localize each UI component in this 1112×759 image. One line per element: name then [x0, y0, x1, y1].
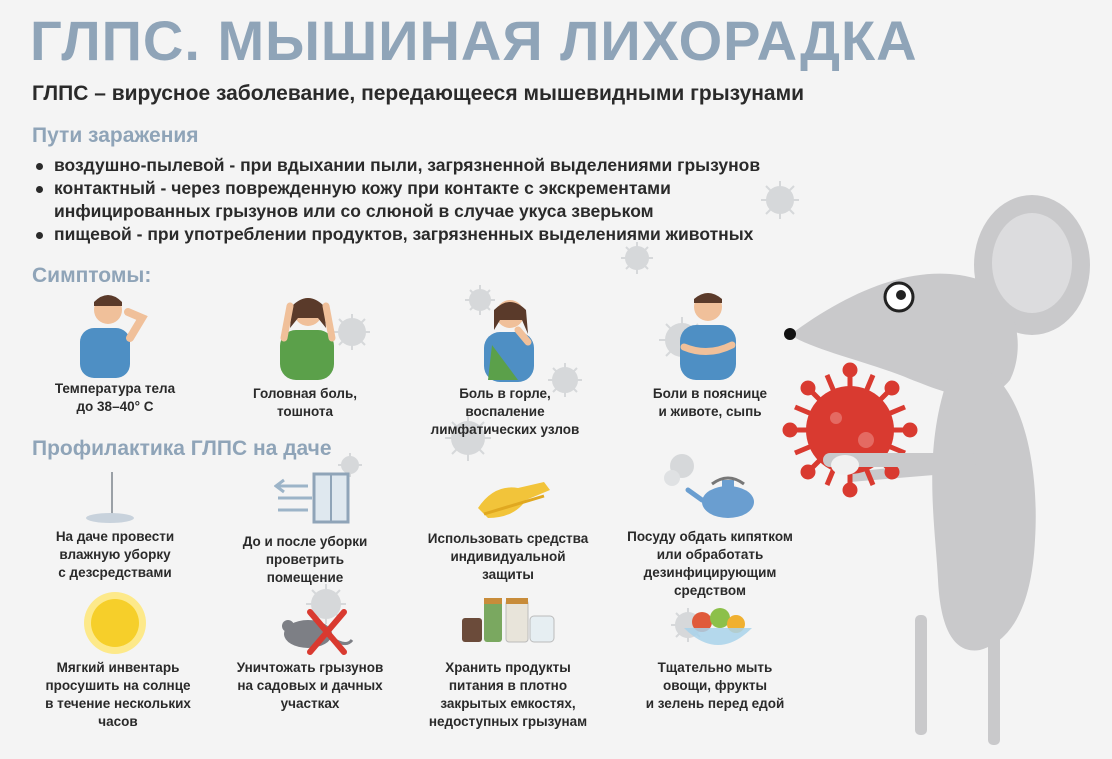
prevention-caption: Использовать средства индивидуальной защиты: [427, 531, 589, 582]
food-jars-icon: [458, 596, 558, 644]
symptom-caption: Головная боль, тошнота: [253, 386, 357, 419]
sun-icon: [82, 590, 148, 656]
window-ventilation-icon: [274, 472, 354, 524]
mouse-nose-icon: [784, 328, 796, 340]
virus-icon: [621, 242, 653, 274]
back-pain-person-icon: [668, 285, 748, 380]
list-item: пищевой - при употреблении продуктов, загрязненных выделениями животных: [32, 223, 892, 246]
page-subtitle: ГЛПС – вирусное заболевание, передающееся мышевидными грызунами: [32, 82, 805, 105]
transmission-heading: Пути заражения: [32, 124, 199, 147]
prevention-caption: Посуду обдать кипятком или обработать дезинфицирующим средством: [627, 529, 793, 598]
prevention-heading: Профилактика ГЛПС на даче: [32, 437, 332, 460]
fruit-bowl-icon: [680, 606, 756, 654]
prevention-caption: Мягкий инвентарь просушить на солнце в течение нескольких часов: [45, 660, 191, 729]
symptom-caption: Боль в горле, воспаление лимфатических узлов: [430, 386, 580, 437]
red-virus-icon: [785, 365, 915, 495]
prevention-caption: На даче провести влажную уборку с дезсредствами: [55, 529, 175, 580]
crossed-rat-icon: [278, 604, 354, 656]
prevention-caption: Тщательно мыть овощи, фрукты и зелень перед едой: [645, 660, 785, 711]
prevention-caption: Уничтожать грызунов на садовых и дачных участках: [236, 660, 384, 711]
symptoms-heading: Симптомы:: [32, 264, 152, 287]
headache-person-icon: [270, 288, 350, 380]
fever-person-icon: [72, 288, 152, 380]
transmission-list: [32, 154, 892, 246]
symptom-caption: Боли в пояснице и животе, сыпь: [652, 386, 768, 419]
gloves-icon: [474, 478, 554, 522]
symptom-caption: Температура тела до 38–40° С: [54, 381, 176, 414]
list-item: контактный - через поврежденную кожу при контакте с экскрементами инфицированных грызунов или со слюной в случае укуса зверьком: [32, 177, 814, 223]
mop-puddle-icon: [80, 470, 140, 530]
mouse-illustration: [770, 160, 1112, 759]
prevention-caption: Хранить продукты питания в плотно закрытых емкостях, недоступных грызунам: [428, 660, 588, 729]
prevention-caption: До и после уборки проветрить помещение: [242, 534, 368, 585]
list-item: воздушно-пылевой - при вдыхании пыли, загрязненной выделениями грызунов: [32, 154, 892, 177]
kettle-steam-icon: [662, 452, 762, 524]
sore-throat-person-icon: [478, 290, 548, 382]
page-title: ГЛПС. МЫШИНАЯ ЛИХОРАДКА: [30, 9, 918, 72]
